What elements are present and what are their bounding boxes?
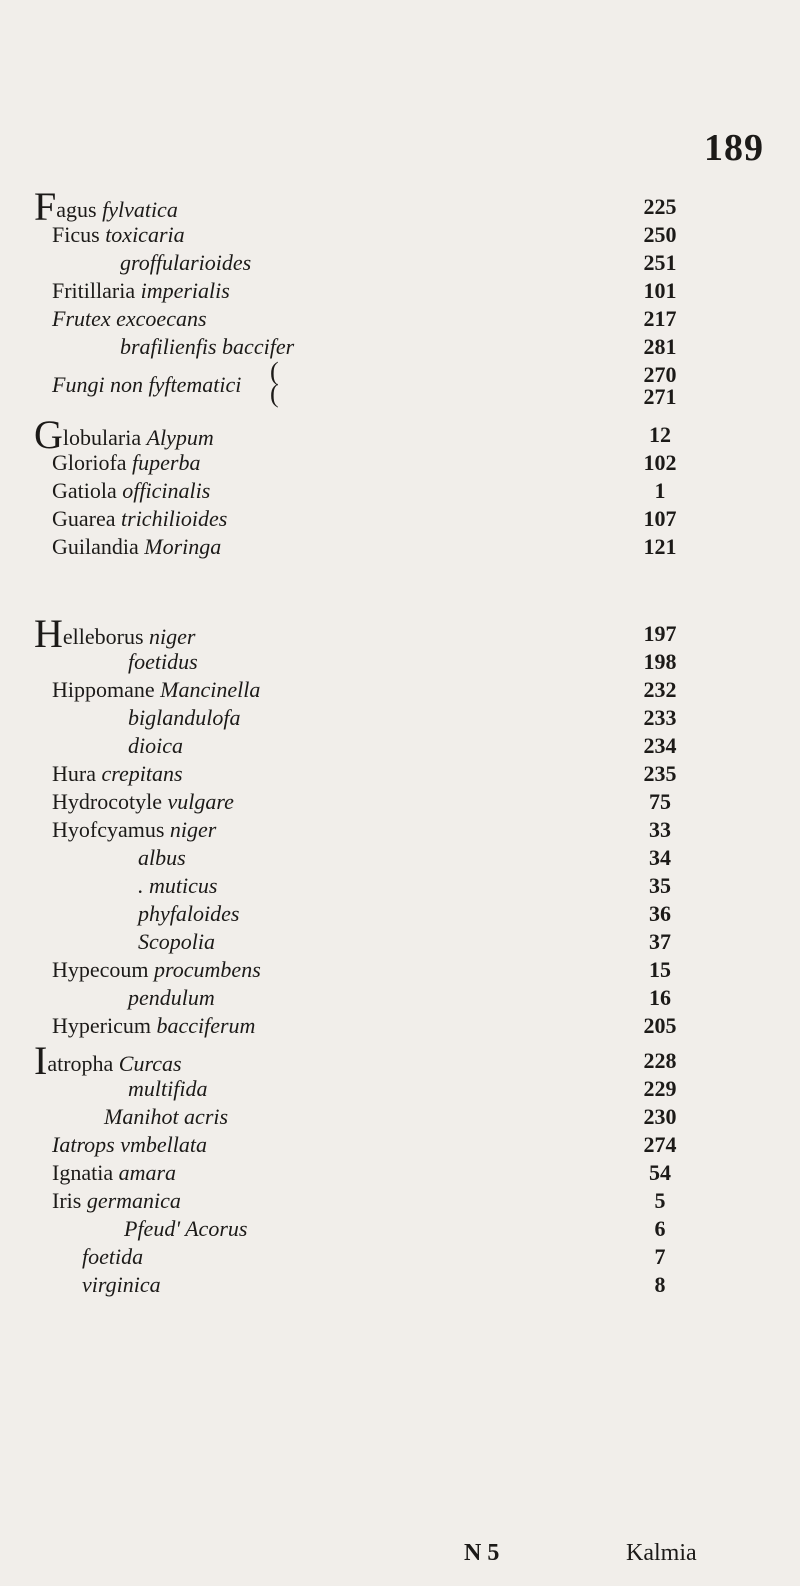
species-name: imperialis: [140, 278, 230, 303]
page-reference: 12: [649, 422, 671, 447]
entry-text: [52, 676, 260, 703]
entry-text: [34, 412, 214, 457]
index-entry: [0, 1103, 800, 1131]
page-reference: 33: [649, 817, 671, 842]
page-reference: 54: [649, 1160, 671, 1185]
species-name: Curcas: [118, 1051, 182, 1076]
index-entry: [0, 412, 800, 457]
index-entry: [0, 1131, 800, 1159]
species-name: trichilioides: [121, 506, 228, 531]
entry-text: [138, 844, 186, 871]
species-name: Alypum: [146, 425, 214, 450]
genus-name: Guilandia: [52, 534, 139, 559]
page-reference: 101: [643, 278, 677, 303]
species-name: pendulum: [128, 985, 215, 1010]
entry-text: [34, 184, 178, 229]
entry-text: [138, 900, 239, 927]
section-initial: H: [34, 611, 63, 656]
index-entry: [0, 900, 800, 928]
entry-text: [52, 1131, 207, 1158]
genus-name: Hura: [52, 761, 96, 786]
index-entry: [0, 872, 800, 900]
index-entry: [0, 844, 800, 872]
page-reference: 271: [643, 384, 677, 409]
species-name: vulgare: [167, 789, 234, 814]
page-reference: 36: [649, 901, 671, 926]
index-entry: [0, 1075, 800, 1103]
page-reference: 16: [649, 985, 671, 1010]
page-footer: [0, 1540, 800, 1570]
genus-name: Hydrocotyle: [52, 789, 162, 814]
index-entry: [0, 1187, 800, 1215]
entry-text: [120, 249, 251, 276]
species-name: brafilienfis baccifer: [120, 334, 295, 359]
index-entry: [0, 956, 800, 984]
entry-text: [52, 221, 185, 248]
section-initial: G: [34, 412, 63, 457]
entry-text: [82, 1243, 143, 1270]
species-name: Moringa: [144, 534, 222, 559]
index-entry: [0, 984, 800, 1012]
genus-name: Hyofcyamus: [52, 817, 165, 842]
genus-name: atropha: [47, 1051, 114, 1076]
species-name: bacciferum: [156, 1013, 256, 1038]
species-name: Fungi non fyftematici: [52, 372, 242, 397]
index-entry: [0, 184, 800, 229]
entry-text: [128, 1075, 207, 1102]
genus-name: Ficus: [52, 222, 100, 247]
entry-text: [52, 305, 207, 332]
entry-text: [52, 1159, 176, 1186]
index-entry: [0, 305, 800, 333]
species-name: niger: [149, 624, 196, 649]
species-name: multifida: [128, 1076, 208, 1101]
index-entry: [0, 1271, 800, 1299]
entry-text: [52, 505, 227, 532]
index-entry: [0, 788, 800, 816]
species-name: Manihot acris: [104, 1104, 229, 1129]
entry-text: [52, 277, 230, 304]
species-name: dioica: [128, 733, 183, 758]
entry-text: [128, 984, 215, 1011]
species-name: Iatrops vmbellata: [52, 1132, 207, 1157]
page-reference: 230: [643, 1104, 677, 1129]
catchword: Kalmia: [626, 1540, 697, 1566]
index-entry: [0, 760, 800, 788]
species-name: procumbens: [154, 957, 261, 982]
entry-text: [52, 477, 210, 504]
species-name: toxicaria: [105, 222, 185, 247]
page-reference: 1: [654, 478, 666, 503]
species-name: officinalis: [122, 478, 211, 503]
entry-text: [128, 732, 183, 759]
page-reference: 35: [649, 873, 671, 898]
index-entry: [0, 676, 800, 704]
index-entry: [0, 249, 800, 277]
species-name: phyfaloides: [138, 901, 240, 926]
index-entry: [0, 1215, 800, 1243]
index-entry: [0, 1159, 800, 1187]
index-entry: [0, 477, 800, 505]
page-reference: 281: [643, 334, 677, 359]
entry-text: [128, 704, 240, 731]
species-name: foetidus: [128, 649, 198, 674]
species-name: Pfeud' Acorus: [124, 1216, 248, 1241]
genus-name: Hippomane: [52, 677, 155, 702]
page-reference: 251: [643, 250, 677, 275]
genus-name: lobularia: [62, 425, 142, 450]
species-name: fylvatica: [102, 197, 178, 222]
index-section: [0, 611, 800, 1040]
genus-name: Gatiola: [52, 478, 117, 503]
page-reference: 121: [643, 534, 677, 559]
page-reference: 233: [643, 705, 677, 730]
page-reference: 229: [643, 1076, 677, 1101]
index-entry: [0, 928, 800, 956]
page-reference: 235: [643, 761, 677, 786]
species-name: groffularioides: [120, 250, 252, 275]
genus-name: Guarea: [52, 506, 116, 531]
genus-name: Gloriofa: [52, 450, 127, 475]
entry-text: [52, 533, 221, 560]
species-name: crepitans: [101, 761, 183, 786]
entry-text: [124, 1215, 247, 1242]
index-entry: [0, 1012, 800, 1040]
section-initial: F: [34, 184, 57, 229]
entry-text: [52, 449, 200, 476]
page-reference: 8: [654, 1272, 666, 1297]
page-reference: 228: [643, 1048, 677, 1073]
entry-text: [52, 760, 183, 787]
entry-text: [34, 611, 196, 656]
genus-name: Iris: [52, 1188, 82, 1213]
brace-mark: (: [270, 379, 279, 408]
species-name: virginica: [82, 1272, 161, 1297]
index-entry: [0, 277, 800, 305]
index-section: [0, 1038, 800, 1299]
species-name: foetida: [82, 1244, 144, 1269]
index-entry: [0, 648, 800, 676]
entry-text: [104, 1103, 228, 1130]
page-reference: 270: [643, 362, 677, 387]
species-name: amara: [118, 1160, 177, 1185]
index-entry: [0, 221, 800, 249]
genus-name: agus: [56, 197, 97, 222]
page-reference: 225: [643, 194, 677, 219]
species-name: biglandulofa: [128, 705, 241, 730]
species-name: albus: [138, 845, 186, 870]
index-entry: [0, 505, 800, 533]
entry-text: [52, 371, 241, 398]
entry-text: [52, 1012, 255, 1039]
entry-text: [34, 1038, 182, 1083]
page-reference: 6: [654, 1216, 666, 1241]
index-entry: [0, 333, 800, 361]
section-initial: I: [34, 1038, 48, 1083]
page-reference: 15: [649, 957, 671, 982]
page-reference: 217: [643, 306, 677, 331]
page-reference: 7: [654, 1244, 666, 1269]
genus-name: Fritillaria: [52, 278, 136, 303]
index-entry: [0, 1243, 800, 1271]
entry-text: [138, 928, 215, 955]
index-entry: [0, 449, 800, 477]
species-name: Mancinella: [160, 677, 261, 702]
index-entry: [0, 732, 800, 760]
signature-mark: N 5: [464, 1540, 500, 1566]
entry-text: [52, 1187, 181, 1214]
page-number: 189: [704, 127, 764, 169]
index-section: [0, 184, 800, 409]
index-entry: [0, 1038, 800, 1083]
index-entry: [0, 533, 800, 561]
index-section: [0, 412, 800, 561]
species-name: fuperba: [132, 450, 201, 475]
page-reference: 274: [643, 1132, 677, 1157]
page-reference: 37: [649, 929, 671, 954]
page-reference: 234: [643, 733, 677, 758]
species-name: germanica: [86, 1188, 181, 1213]
page-reference: 5: [654, 1188, 666, 1213]
entry-text: [120, 333, 294, 360]
page-reference: 75: [649, 789, 671, 814]
page-reference: 250: [643, 222, 677, 247]
entry-text: [82, 1271, 161, 1298]
page-reference: 205: [643, 1013, 677, 1038]
species-name: niger: [169, 817, 217, 842]
page-reference: 197: [643, 621, 677, 646]
species-name: Scopolia: [138, 929, 215, 954]
genus-name: Hypericum: [52, 1013, 151, 1038]
entry-text: [52, 816, 216, 843]
index-entry: [0, 611, 800, 656]
species-name: . muticus: [138, 873, 218, 898]
entry-text: [52, 788, 234, 815]
genus-name: Ignatia: [52, 1160, 114, 1185]
entry-text: [138, 872, 217, 899]
page-reference: 34: [649, 845, 671, 870]
entry-text: [128, 648, 198, 675]
page-reference: 102: [643, 450, 677, 475]
brace-mark: (: [270, 357, 279, 386]
index-entry: [0, 816, 800, 844]
genus-name: Hypecoum: [52, 957, 149, 982]
page-reference: 232: [643, 677, 677, 702]
entry-text: [52, 956, 261, 983]
index-entry: [0, 357, 800, 409]
species-name: Frutex excoecans: [52, 306, 207, 331]
genus-name: elleborus: [62, 624, 144, 649]
page-reference: 198: [643, 649, 677, 674]
page-reference: 107: [643, 506, 677, 531]
index-entry: [0, 704, 800, 732]
